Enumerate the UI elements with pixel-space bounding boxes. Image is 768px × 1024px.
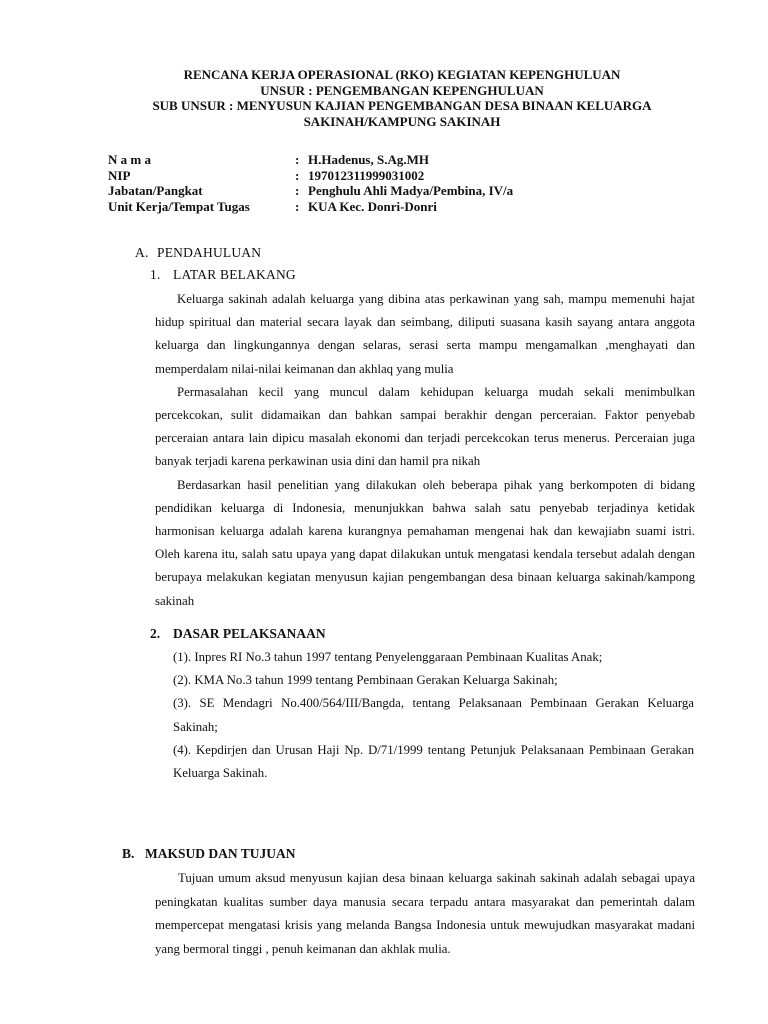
- section-a-heading: [135, 245, 261, 261]
- title-line-3: SUB UNSUR : MENYUSUN KAJIAN PENGEMBANGAN DESA BINAAN KELUARGA: [152, 98, 652, 113]
- list-item: (4). Kepdirjen dan Urusan Haji Np. D/71/1999 tentang Petunjuk Pelaksanaan Pembinaan Gerakan Keluarga Sakinah.: [173, 742, 694, 781]
- list-item: (3). SE Mendagri No.400/564/III/Bangda, tentang Pelaksanaan Pembinaan Gerakan Keluarga Sakinah;: [173, 696, 694, 734]
- subsection-2-title: DASAR PELAKSANAAN: [173, 626, 326, 641]
- legal-basis-list: [173, 646, 694, 785]
- subsection-2-number: 2.: [150, 626, 161, 641]
- title-line-1: RENCANA KERJA OPERASIONAL (RKO) KEGIATAN KEPENGHULUAN: [183, 67, 621, 82]
- identity-label: Jabatan/Pangkat: [108, 183, 203, 198]
- identity-label: NIP: [108, 167, 131, 183]
- section-a-number: A.: [135, 245, 149, 260]
- identity-colon: :: [295, 167, 300, 183]
- purpose-paragraph: Tujuan umum aksud menyusun kajian desa binaan keluarga sakinah sakinah adalah sebagai upaya peningkatan kualitas sumber daya manusia secara terpadu antara masyarakat dan pemerintah dalam mempercepat mengatasi krisis yang melanda Bangsa Indonesia untuk mewujudkan masyarakat madani yang bermoral tinggi , penuh keimanan dan akhlak mulia.: [155, 871, 695, 956]
- document-title: [100, 67, 704, 129]
- subsection-1-number: 1.: [150, 267, 161, 282]
- identity-value: Penghulu Ahli Madya/Pembina, IV/a: [308, 183, 514, 198]
- identity-value: KUA Kec. Donri-Donri: [308, 198, 437, 214]
- identity-colon: :: [295, 198, 300, 214]
- list-item: (2). KMA No.3 tahun 1999 tentang Pembinaan Gerakan Keluarga Sakinah;: [173, 673, 558, 688]
- identity-colon: :: [295, 183, 300, 198]
- title-line-4: SAKINAH/KAMPUNG SAKINAH: [303, 113, 501, 129]
- title-line-2: UNSUR : PENGEMBANGAN KEPENGHULUAN: [260, 82, 544, 98]
- subsection-1-title: LATAR BELAKANG: [173, 267, 296, 282]
- subsection-2-heading: [150, 626, 326, 642]
- section-b-heading: [122, 846, 296, 862]
- subsection-1-heading: [150, 267, 296, 283]
- section-a-title: PENDAHULUAN: [157, 245, 262, 260]
- background-paragraph-2: Permasalahan kecil yang muncul dalam kehidupan keluarga mudah sekali menimbulkan percekcokan, sulit didamaikan dan bahkan sampai berakhir dengan perceraian. Faktor penyebab perceraian antara lain dipicu masalah ekonomi dan terjadi percekcokan terus menerus. Perceraian juga banyak terjadi karena perkawinan usia dini dan hamil pra nikah: [155, 384, 695, 469]
- background-paragraph-3: Berdasarkan hasil penelitian yang dilakukan oleh beberapa pihak yang berkompoten di bidang pendidikan keluarga di Indonesia, menunjukkan bahwa salah satu penyebab terjadinya ketidak harmonisan keluarga adalah karena kurangnya pemahaman mengenai hak dan kewajiabn suami istri. Oleh karena itu, salah satu upaya yang dapat dilakukan untuk mengatasi kendala tersebut adalah dengan berupaya melakukan kegiatan menyusun kajian pengembangan desa binaan keluarga sakinah/kampong sakinah: [155, 477, 695, 608]
- identity-colon: :: [295, 152, 300, 167]
- background-paragraph-1: Keluarga sakinah adalah keluarga yang dibina atas perkawinan yang sah, mampu memenuhi hajat hidup spiritual dan material secara layak dan seimbang, diliputi suasana kasih sayang antara anggota keluarga dan lingkungannya dengan selaras, serasi serta mampu mengamalkan ,menghayati dan memperdalam nilai-nilai keimanan dan akhlaq yang mulia: [155, 292, 695, 376]
- section-b-number: B.: [122, 846, 135, 861]
- purpose-paragraph-block: [155, 867, 695, 961]
- section-b-title: MAKSUD DAN TUJUAN: [145, 846, 296, 861]
- identity-value: 197012311999031002: [308, 167, 425, 183]
- background-paragraphs: [155, 288, 695, 613]
- list-item: (1). Inpres RI No.3 tahun 1997 tentang Penyelenggaraan Pembinaan Kualitas Anak;: [173, 650, 603, 664]
- identity-value: H.Hadenus, S.Ag.MH: [308, 152, 429, 167]
- identity-label: Unit Kerja/Tempat Tugas: [108, 198, 250, 214]
- identity-label: N a m a: [108, 152, 151, 167]
